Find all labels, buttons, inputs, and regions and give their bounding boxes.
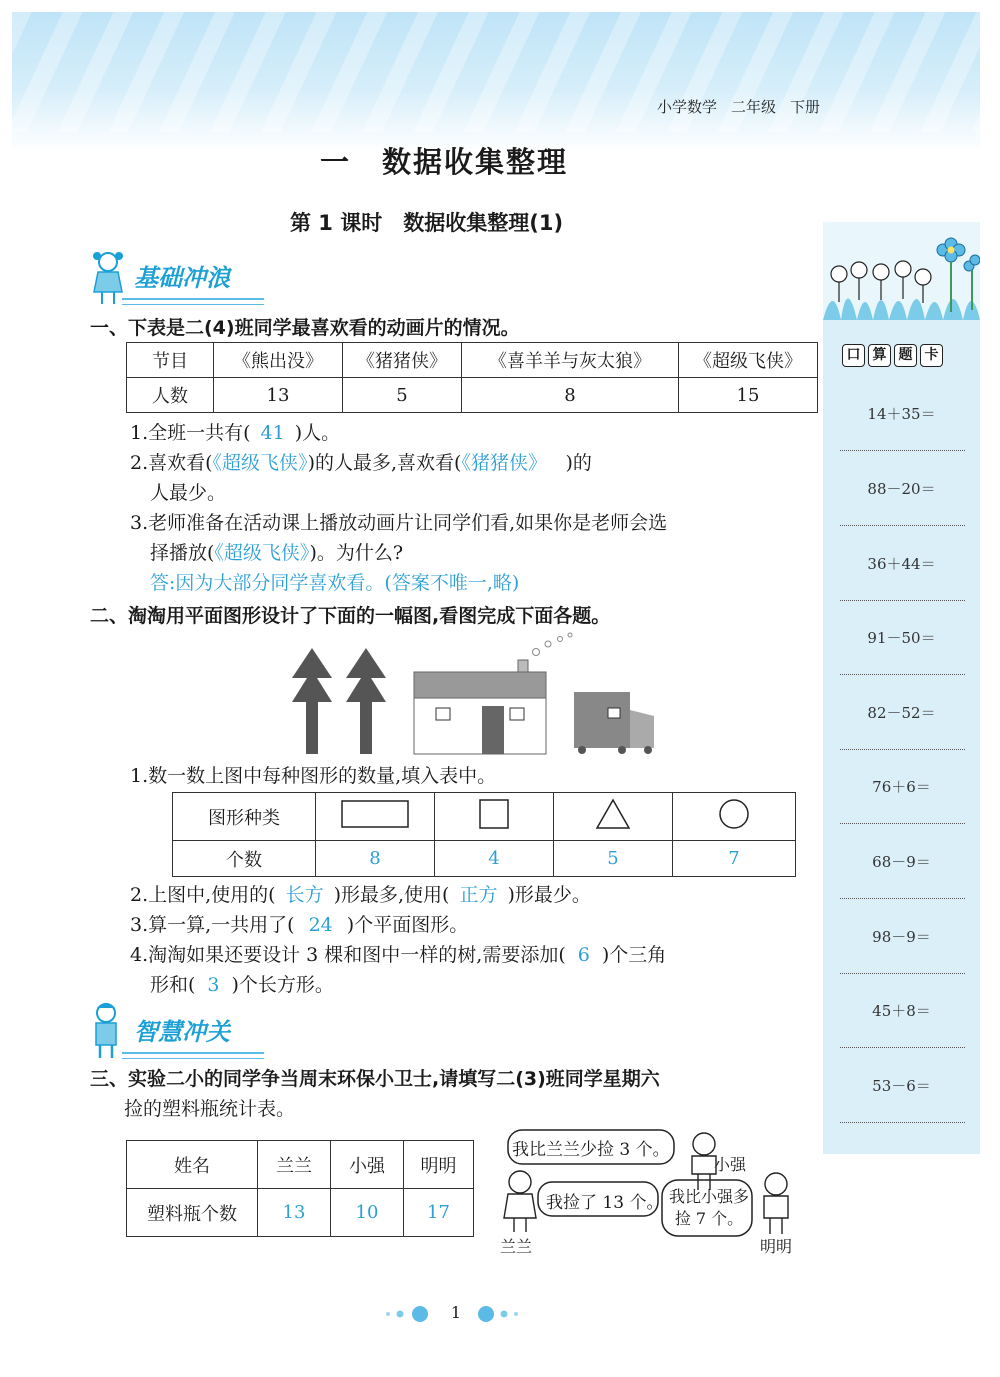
q1-sub2 [130, 448, 592, 478]
text: )人。 [294, 422, 341, 444]
q1-sub3-answer[interactable]: 答:因为大部分同学喜欢看。(答案不唯一,略) [150, 572, 520, 594]
tree-shape [346, 648, 386, 754]
xiaoqiang-speech: 我比兰兰少捡 3 个。 [512, 1140, 670, 1160]
calc-item: 53－6＝ [872, 1077, 931, 1095]
mingming-label: 明明 [760, 1237, 793, 1256]
table-cell: 《超级飞侠》 [679, 343, 818, 378]
square-icon [478, 799, 510, 829]
volume-label: 下册 [789, 98, 820, 116]
card-char: 题 [894, 344, 917, 367]
answer-blank[interactable]: 6 [577, 944, 590, 966]
table-row [127, 343, 818, 378]
answer-cell[interactable]: 4 [435, 841, 554, 877]
table-cell: 明明 [404, 1141, 474, 1189]
answer-line[interactable] [840, 450, 965, 451]
text: 择播放( [150, 542, 215, 564]
table-cell: 8 [462, 378, 679, 413]
calc-item: 98－9＝ [872, 928, 931, 946]
table-cell [435, 793, 554, 841]
q1-sub2-line2: 人最少。 [150, 482, 227, 504]
calc-item: 45＋8＝ [872, 1002, 931, 1020]
table-cell: 图形种类 [173, 793, 316, 841]
answer-cell[interactable]: 17 [404, 1189, 474, 1237]
answer-cell[interactable]: 10 [331, 1189, 404, 1237]
q3-prompt [90, 1064, 660, 1094]
table-cell: 塑料瓶个数 [127, 1189, 258, 1237]
text: )形最多,使用( [333, 884, 450, 906]
table-row [127, 1141, 474, 1189]
table-row [173, 841, 796, 877]
table-cell: 节目 [127, 343, 214, 378]
q3-prompt-line2: 捡的塑料瓶统计表。 [124, 1098, 296, 1120]
q2-sub2 [130, 880, 591, 910]
q1-sub3-line2 [150, 538, 403, 568]
text: 形和( [150, 974, 196, 996]
table-row [127, 378, 818, 413]
answer-line[interactable] [840, 973, 965, 974]
q1-prompt: 一、下表是二(4)班同学最喜欢看的动画片的情况。 [90, 317, 520, 339]
table-cell: 兰兰 [258, 1141, 331, 1189]
answer-blank[interactable]: 41 [260, 422, 285, 444]
q2-sub4 [130, 940, 666, 970]
mental-math-card-label [842, 344, 943, 367]
answer-blank[interactable]: 长方 [285, 884, 324, 906]
answer-line[interactable] [840, 525, 965, 526]
table-cell: 《熊出没》 [214, 343, 343, 378]
table-cell: 小强 [331, 1141, 404, 1189]
calc-item: 36＋44＝ [867, 555, 936, 573]
sidebar-illustration [823, 222, 980, 320]
section-underline [122, 1052, 264, 1059]
q2-sub1: 1.数一数上图中每种图形的数量,填入表中。 [130, 765, 497, 787]
table-cell: 15 [679, 378, 818, 413]
table-row [127, 1189, 474, 1237]
text: )的人最多,喜欢看( [307, 452, 462, 474]
lanlan-figure [504, 1171, 536, 1232]
answer-cell[interactable]: 7 [673, 841, 796, 877]
answer-line[interactable] [840, 823, 965, 824]
cartoon-table [126, 342, 818, 413]
text: 2.喜欢看( [130, 452, 213, 474]
mingming-figure [764, 1173, 788, 1234]
triangle-icon [595, 798, 631, 830]
book-info [643, 96, 820, 117]
shapes-picture [290, 630, 660, 758]
text: 3.算一算,一共用了( [130, 914, 295, 936]
section-wisdom-title: 智慧冲关 [134, 1018, 230, 1046]
text: 2.上图中,使用的( [130, 884, 276, 906]
table-cell: 人数 [127, 378, 214, 413]
text: )。为什么? [309, 542, 404, 564]
card-char: 算 [868, 344, 891, 367]
table-row [173, 793, 796, 841]
shape-count-table [172, 792, 796, 877]
page-number: 1 [450, 1303, 462, 1322]
answer-blank[interactable]: 正方 [459, 884, 498, 906]
q1-sub3: 3.老师准备在活动课上播放动画片让同学们看,如果你是老师会选 [130, 512, 668, 534]
calc-item: 91－50＝ [867, 629, 936, 647]
tree-shape [292, 648, 332, 754]
lanlan-speech: 我捡了 13 个。 [546, 1193, 664, 1213]
xiaoqiang-label: 小强 [714, 1155, 747, 1174]
text: )个长方形。 [231, 974, 334, 996]
q2-prompt: 二、淘淘用平面图形设计了下面的一幅图,看图完成下面各题。 [90, 605, 611, 627]
table-cell [673, 793, 796, 841]
answer-blank[interactable]: 24 [308, 914, 333, 936]
answer-line[interactable] [840, 749, 965, 750]
table-cell: 姓名 [127, 1141, 258, 1189]
house-shape [414, 633, 572, 754]
text: 4.淘淘如果还要设计 3 棵和图中一样的树,需要添加( [130, 944, 566, 966]
answer-line[interactable] [840, 1047, 965, 1048]
table-cell: 5 [343, 378, 462, 413]
answer-line[interactable] [840, 674, 965, 675]
answer-blank[interactable]: 《猪猪侠》 [461, 452, 538, 474]
text: )的 [565, 452, 592, 474]
card-char: 卡 [920, 344, 943, 367]
text: 三、实验二小的同学争当周末环保小卫士,请填写二(3)班同学星期六 [90, 1068, 660, 1090]
text: )形最少。 [507, 884, 591, 906]
table-cell: 个数 [173, 841, 316, 877]
q1-sub1 [130, 418, 340, 448]
circle-icon [717, 797, 751, 831]
banner-pattern [12, 12, 980, 132]
chapter-title: 一 数据收集整理 [320, 145, 569, 179]
rectangle-icon [341, 799, 409, 829]
answer-cell[interactable]: 13 [258, 1189, 331, 1237]
table-cell [554, 793, 673, 841]
answer-blank[interactable]: 《超级飞侠》 [212, 452, 308, 474]
grade-label: 二年级 [730, 98, 776, 116]
table-cell [316, 793, 435, 841]
text: 1.全班一共有( [130, 422, 251, 444]
section-underline [122, 298, 264, 305]
answer-cell[interactable]: 5 [554, 841, 673, 877]
truck-shape [574, 692, 654, 754]
calc-item: 14＋35＝ [867, 405, 936, 423]
calc-item: 68－9＝ [872, 853, 931, 871]
text: )个三角 [601, 944, 667, 966]
section-basic-title: 基础冲浪 [134, 264, 230, 292]
answer-line[interactable] [840, 1122, 965, 1123]
subject-label: 小学数学 [656, 98, 717, 116]
calc-item: 88－20＝ [867, 480, 936, 498]
table-cell: 《猪猪侠》 [343, 343, 462, 378]
q2-sub4-line2 [150, 970, 334, 1000]
answer-line[interactable] [840, 898, 965, 899]
card-char: 口 [842, 344, 865, 367]
answer-blank[interactable]: 《超级飞侠》 [214, 542, 310, 564]
q2-sub3 [130, 910, 468, 940]
calc-item: 76＋6＝ [872, 778, 931, 796]
text: )个平面图形。 [346, 914, 469, 936]
boy-mascot-icon [88, 1000, 124, 1060]
kids-flowers-illustration [823, 222, 980, 320]
lanlan-label: 兰兰 [500, 1237, 533, 1256]
lesson-title: 第 1 课时 数据收集整理(1) [290, 211, 564, 235]
table-cell: 13 [214, 378, 343, 413]
answer-line[interactable] [840, 600, 965, 601]
table-cell: 《喜羊羊与灰太狼》 [462, 343, 679, 378]
bottle-table [126, 1140, 474, 1237]
answer-cell[interactable]: 8 [316, 841, 435, 877]
answer-blank[interactable]: 3 [207, 974, 220, 996]
calc-item: 82－52＝ [867, 704, 936, 722]
mingming-speech: 我比小强多捡 7 个。 [668, 1187, 749, 1228]
